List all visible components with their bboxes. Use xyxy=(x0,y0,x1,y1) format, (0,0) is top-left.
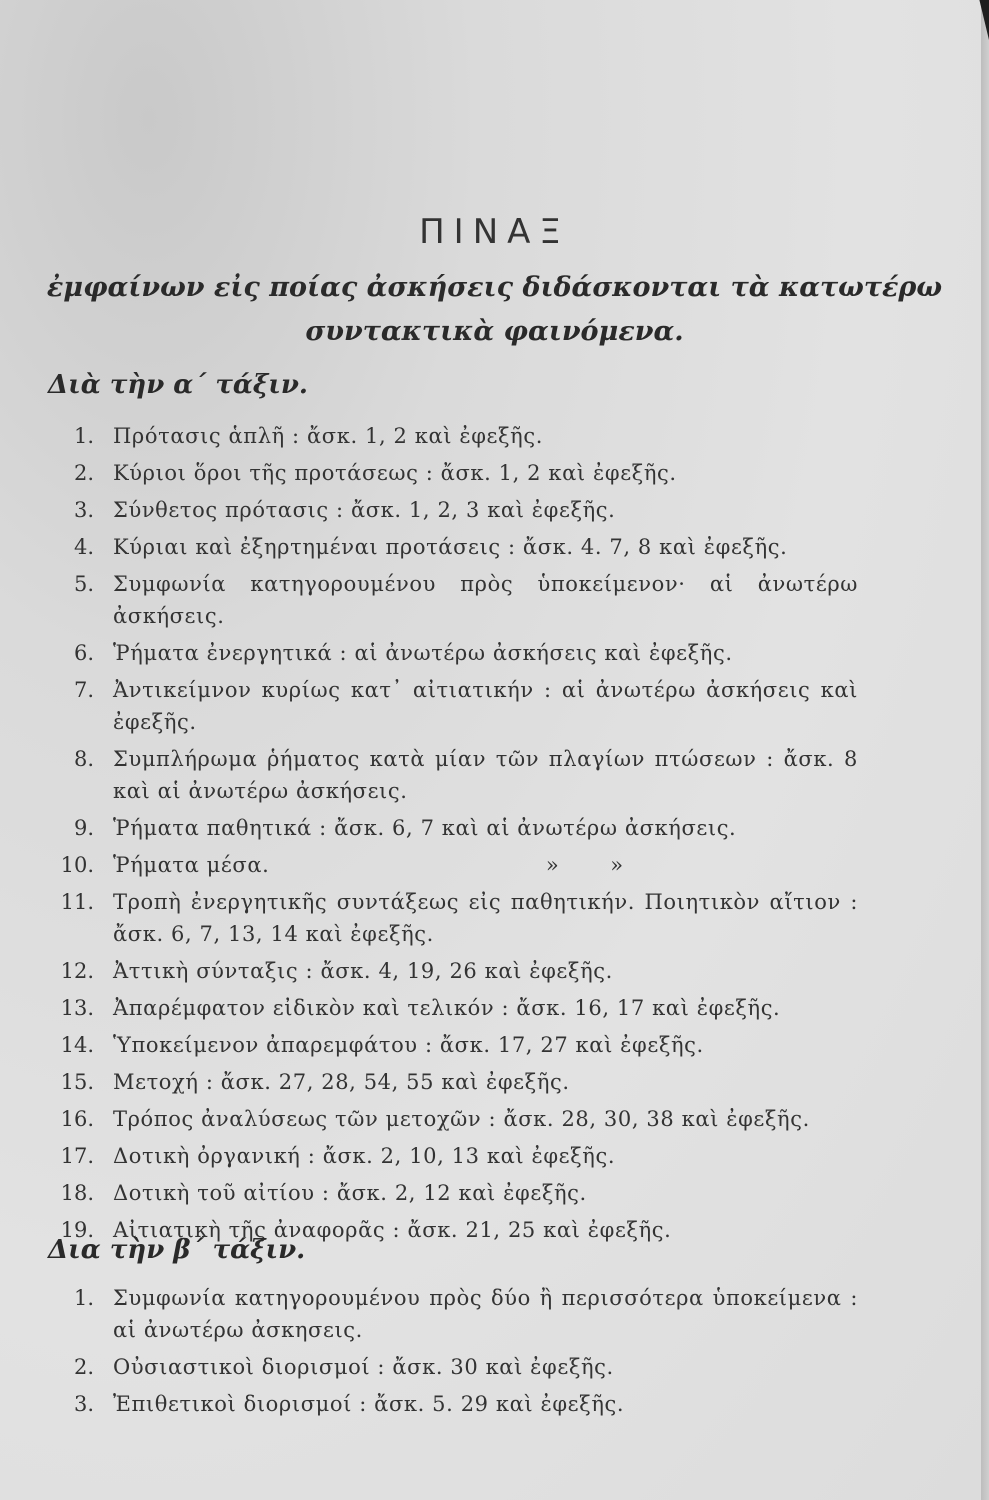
item-number: 7. xyxy=(73,678,94,702)
item-number: 19. xyxy=(60,1218,94,1242)
item-number: 17. xyxy=(60,1144,94,1168)
item-text: Κύριοι ὅροι τῆς προτάσεως : ἄσκ. 1, 2 καὶ ἐφεξῆς. xyxy=(113,461,677,485)
list-item xyxy=(0,531,989,563)
index-list-first-grade xyxy=(0,420,989,1251)
item-number: 1. xyxy=(73,1286,94,1310)
item-number: 3. xyxy=(73,498,94,522)
index-list-second-grade xyxy=(0,1282,989,1425)
item-text: Κύριαι καὶ ἐξηρτημέναι προτάσεις : ἄσκ. 4. 7, 8 καὶ ἐφεξῆς. xyxy=(113,535,788,559)
section-heading-second-grade: Δια τὴν β΄ τάξιν. xyxy=(48,1235,306,1265)
item-text: Συμφωνία κατηγορουμένου πρὸς δύο ἢ περισσότερα ὑποκείμενα : αἱ ἀνωτέρω ἀσκησεις. xyxy=(113,1286,858,1342)
item-text: Ὑποκείμενον ἀπαρεμφάτου : ἄσκ. 17, 27 καὶ ἐφεξῆς. xyxy=(113,1033,704,1057)
list-item xyxy=(0,1066,989,1098)
list-item xyxy=(0,494,989,526)
item-number: 8. xyxy=(73,747,94,771)
item-number: 18. xyxy=(60,1181,94,1205)
list-item xyxy=(0,1140,989,1172)
list-item xyxy=(0,568,989,632)
subtitle-line-1: ἐμφαίνων εἰς ποίας ἀσκήσεις διδάσκονται τὰ κατωτέρω xyxy=(46,272,943,303)
item-text: Ἀττικὴ σύνταξις : ἄσκ. 4, 19, 26 καὶ ἐφεξῆς. xyxy=(113,959,613,983)
item-number: 14. xyxy=(60,1033,94,1057)
item-number: 4. xyxy=(73,535,94,559)
list-item xyxy=(0,1351,989,1383)
list-item xyxy=(0,420,989,452)
item-text: Ῥήματα ἐνεργητικά : αἱ ἀνωτέρω ἀσκήσεις καὶ ἐφεξῆς. xyxy=(113,641,733,665)
item-text: Δοτικὴ ὀργανική : ἄσκ. 2, 10, 13 καὶ ἐφεξῆς. xyxy=(113,1144,616,1168)
item-text: Μετοχή : ἄσκ. 27, 28, 54, 55 καὶ ἐφεξῆς. xyxy=(113,1070,570,1094)
item-number: 2. xyxy=(73,1355,94,1379)
item-text: Ἀντικείμνον κυρίως κατ᾽ αἰτιατικήν : αἱ ἀνωτέρω ἀσκήσεις καὶ ἐφεξῆς. xyxy=(113,678,858,734)
item-text: Ἀπαρέμφατον εἰδικὸν καὶ τελικόν : ἄσκ. 16, 17 καὶ ἐφεξῆς. xyxy=(113,996,781,1020)
list-item xyxy=(0,1388,989,1420)
item-number: 2. xyxy=(73,461,94,485)
list-item xyxy=(0,1282,989,1346)
item-number: 11. xyxy=(60,890,94,914)
item-text: Ῥήματα μέσα. » » xyxy=(113,853,624,877)
item-number: 9. xyxy=(73,816,94,840)
item-number: 16. xyxy=(60,1107,94,1131)
list-item xyxy=(0,1103,989,1135)
subtitle-line-2: συντακτικὰ φαινόμενα. xyxy=(305,316,684,347)
item-text: Συμφωνία κατηγορουμένου πρὸς ὑποκείμενον· αἱ ἀνωτέρω ἀσκήσεις. xyxy=(113,572,858,628)
item-text: Ἐπιθετικοὶ διορισμοί : ἄσκ. 5. 29 καὶ ἐφεξῆς. xyxy=(113,1392,625,1416)
list-item xyxy=(0,1177,989,1209)
item-number: 3. xyxy=(73,1392,94,1416)
item-text: Αἰτιατικὴ τῆς ἀναφορᾶς : ἄσκ. 21, 25 καὶ ἐφεξῆς. xyxy=(113,1218,672,1242)
item-number: 5. xyxy=(73,572,94,596)
list-item xyxy=(0,743,989,807)
list-item xyxy=(0,812,989,844)
page-title: ΠΙΝΑΞ xyxy=(419,212,570,252)
item-text: Τρόπος ἀναλύσεως τῶν μετοχῶν : ἄσκ. 28, 30, 38 καὶ ἐφεξῆς. xyxy=(113,1107,810,1131)
list-item xyxy=(0,992,989,1024)
item-number: 1. xyxy=(73,424,94,448)
item-number: 13. xyxy=(60,996,94,1020)
item-text: Ῥήματα παθητικά : ἄσκ. 6, 7 καὶ αἱ ἀνωτέρω ἀσκήσεις. xyxy=(113,816,737,840)
section-heading-first-grade: Διὰ τὴν α΄ τάξιν. xyxy=(48,370,308,400)
list-item xyxy=(0,955,989,987)
list-item xyxy=(0,849,989,881)
item-text: Δοτικὴ τοῦ αἰτίου : ἄσκ. 2, 12 καὶ ἐφεξῆς. xyxy=(113,1181,587,1205)
item-text: Οὐσιαστικοὶ διορισμοί : ἄσκ. 30 καὶ ἐφεξῆς. xyxy=(113,1355,614,1379)
list-item xyxy=(0,457,989,489)
item-text: Σύνθετος πρότασις : ἄσκ. 1, 2, 3 καὶ ἐφεξῆς. xyxy=(113,498,616,522)
item-text: Τροπὴ ἐνεργητικῆς συντάξεως εἰς παθητικήν. Ποιητικὸν αἴτιον : ἄσκ. 6, 7, 13, 14 καὶ ἐφεξῆς. xyxy=(113,890,858,946)
list-item xyxy=(0,886,989,950)
item-text: Πρότασις ἁπλῆ : ἄσκ. 1, 2 καὶ ἐφεξῆς. xyxy=(113,424,543,448)
list-item xyxy=(0,1029,989,1061)
item-number: 10. xyxy=(60,853,94,877)
item-number: 12. xyxy=(60,959,94,983)
item-text: Συμπλήρωμα ῥήματος κατὰ μίαν τῶν πλαγίων πτώσεων : ἄσκ. 8 καὶ αἱ ἀνωτέρω ἀσκήσεις. xyxy=(113,747,858,803)
item-number: 15. xyxy=(60,1070,94,1094)
list-item xyxy=(0,637,989,669)
item-number: 6. xyxy=(73,641,94,665)
list-item xyxy=(0,674,989,738)
